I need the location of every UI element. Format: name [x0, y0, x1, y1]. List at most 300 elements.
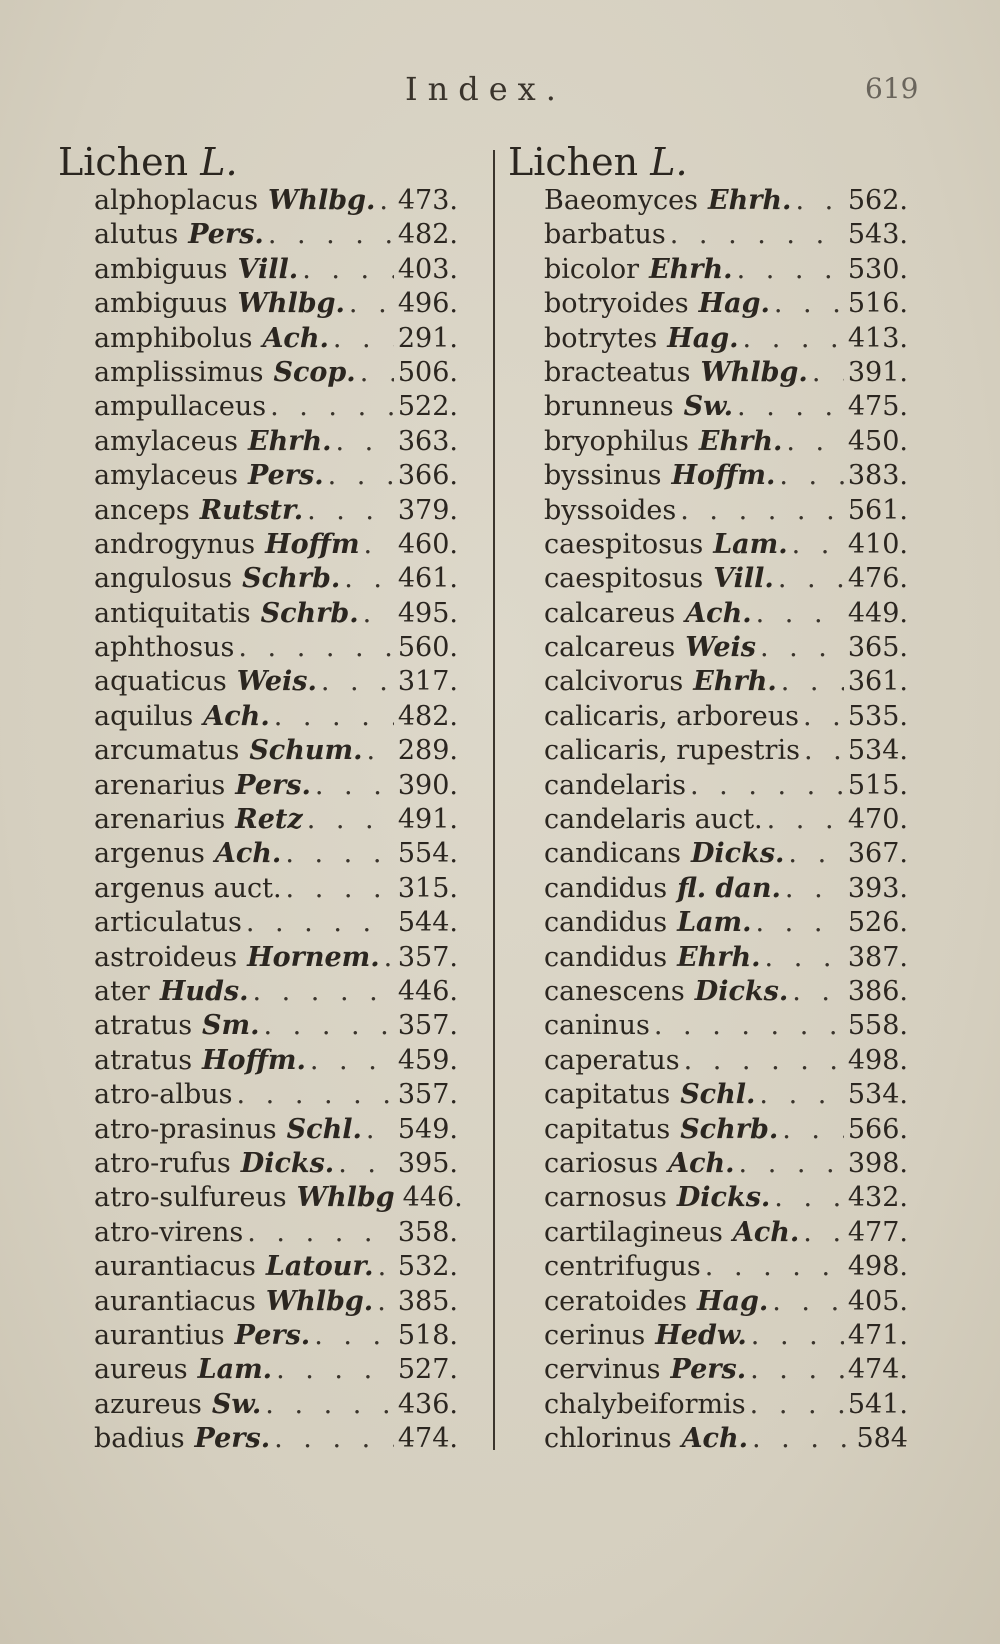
entry-name: cerinus [544, 1319, 646, 1351]
entry-page-number: 496. [397, 288, 458, 320]
entry-name: atratus [94, 1010, 193, 1042]
index-entry [508, 184, 908, 218]
heading-author: L. [650, 140, 688, 184]
entry-author: Lam. [197, 1354, 273, 1386]
entry-page-number: 560. [397, 632, 458, 664]
entry-page-number: 495. [397, 597, 458, 629]
index-entry [58, 1147, 458, 1181]
entry-author: Pers. [188, 219, 264, 251]
dot-leader [804, 734, 844, 768]
entry-name: byssoides [544, 494, 677, 526]
entry-author: Schum. [249, 735, 363, 767]
dot-leader [338, 1147, 394, 1181]
index-entry [58, 1388, 458, 1422]
dot-leader [366, 1113, 394, 1147]
index-entry [508, 390, 908, 424]
dot-leader [384, 941, 394, 975]
index-entry [58, 1181, 463, 1215]
index-entry [58, 494, 458, 528]
dot-leader [264, 1009, 394, 1043]
entry-page-number: 498. [847, 1251, 908, 1283]
index-entry [508, 1353, 908, 1387]
dot-leader [750, 1388, 844, 1422]
entry-author: Ehrh. [248, 425, 332, 457]
entry-author: Whlbg. [265, 1285, 374, 1317]
entry-page-number: 410. [847, 528, 908, 560]
entry-name: arenarius [94, 769, 226, 801]
entry-name: caespitosus [544, 528, 704, 560]
index-entry [58, 562, 458, 596]
dot-leader [315, 769, 394, 803]
entry-name: ater [94, 975, 150, 1007]
index-entry [58, 184, 458, 218]
entry-author: Sw. [683, 391, 734, 423]
index-entry [508, 597, 908, 631]
entry-author: Ehrh. [677, 941, 761, 973]
entry-page-number: 449. [847, 597, 908, 629]
entry-name: candidus [544, 872, 668, 904]
dot-leader [739, 1147, 844, 1181]
entry-name: argenus auct. [94, 872, 282, 904]
entry-page-number: 566. [847, 1113, 908, 1145]
entry-author: Rutstr. [199, 494, 304, 526]
index-entry [508, 1009, 908, 1043]
dot-leader [792, 975, 844, 1009]
dot-leader [680, 494, 844, 528]
index-column-right [508, 140, 908, 1456]
dot-leader [737, 390, 844, 424]
entry-author: Whlbg. [237, 288, 345, 320]
entry-author: Weis [685, 632, 756, 664]
entry-page-number: 562. [847, 185, 908, 216]
dot-leader [654, 1009, 844, 1043]
entry-name: atro-virens [94, 1216, 244, 1248]
index-column-left [58, 140, 463, 1456]
index-entry [508, 1250, 908, 1284]
entry-author: Sw. [211, 1388, 262, 1420]
entry-author: Ach. [681, 1423, 748, 1455]
dot-leader [270, 390, 394, 424]
entry-name: ampullaceus [94, 391, 267, 423]
heading-genus: Lichen [508, 140, 639, 184]
entry-name: calicaris, rupestris [544, 735, 800, 767]
dot-leader [307, 803, 394, 837]
index-entry [508, 1388, 908, 1422]
running-title: Index. [405, 70, 566, 108]
entry-list [58, 184, 463, 1456]
index-entry [58, 528, 458, 562]
dot-leader [778, 562, 844, 596]
entry-page-number: 527. [397, 1354, 458, 1386]
index-entry [58, 1319, 458, 1353]
entry-name: androgynus [94, 528, 256, 560]
entry-page-number: 436. [397, 1388, 458, 1420]
entry-name: chalybeiformis [544, 1388, 746, 1420]
entry-name: atro-rufus [94, 1147, 231, 1179]
entry-author: Schrb. [680, 1113, 779, 1145]
dot-leader [252, 975, 393, 1009]
entry-page-number: 506. [397, 356, 458, 388]
entry-page-number: 543. [847, 219, 908, 251]
entry-name: anceps [94, 494, 190, 526]
entry-page-number: 387. [847, 941, 908, 973]
entry-name: aurantiacus [94, 1251, 256, 1283]
index-entry [508, 1181, 908, 1215]
index-entry [508, 631, 908, 665]
entry-name: calcareus [544, 632, 676, 664]
entry-page-number: 459. [397, 1044, 458, 1076]
entry-name: atro-prasinus [94, 1113, 277, 1145]
entry-name: caperatus [544, 1044, 680, 1076]
entry-name: ceratoides [544, 1285, 687, 1317]
entry-page-number: 450. [847, 425, 908, 457]
index-entry [58, 1113, 458, 1147]
index-entry [508, 1216, 908, 1250]
entry-page-number: 405. [847, 1285, 908, 1317]
entry-page-number: 558. [847, 1010, 908, 1042]
dot-leader [274, 1422, 394, 1456]
index-entry [58, 322, 458, 356]
entry-page-number: 535. [847, 700, 908, 732]
entry-author: Hornem. [247, 941, 380, 973]
entry-page-number: 357. [397, 941, 458, 973]
index-entry [58, 1422, 458, 1456]
entry-author: Whlbg. [268, 185, 376, 216]
index-entry [508, 1113, 908, 1147]
entry-author: fl. dan. [677, 872, 781, 904]
entry-page-number: 395. [397, 1147, 458, 1179]
dot-leader [379, 184, 393, 218]
dot-leader [774, 287, 844, 321]
dot-leader [785, 872, 844, 906]
entry-name: articulatus [94, 907, 242, 939]
entry-author: Dicks. [694, 975, 789, 1007]
dot-leader [767, 803, 844, 837]
entry-page-number: 482. [397, 219, 458, 251]
entry-author: Pers. [670, 1354, 747, 1386]
entry-page-number: 365. [847, 632, 908, 664]
entry-name: candidus [544, 907, 668, 939]
index-entry [508, 287, 908, 321]
entry-name: ambiguus [94, 253, 228, 285]
index-entry [508, 734, 908, 768]
index-entry [58, 425, 458, 459]
entry-page-number: 461. [397, 563, 458, 595]
dot-leader [363, 597, 394, 631]
dot-leader [788, 837, 843, 871]
entry-page-number: 358. [397, 1216, 458, 1248]
index-entry [508, 975, 908, 1009]
dot-leader [307, 494, 394, 528]
dot-leader [302, 253, 394, 287]
index-entry [58, 459, 458, 493]
entry-author: Schl. [286, 1113, 362, 1145]
entry-author: Ach. [685, 597, 752, 629]
index-entry [58, 631, 458, 665]
entry-page-number: 363. [397, 425, 458, 457]
index-entry [58, 769, 458, 803]
dot-leader [366, 734, 393, 768]
entry-name: Baeomyces [544, 185, 698, 216]
entry-page-number: 516. [847, 288, 908, 320]
dot-leader [246, 906, 394, 940]
entry-name: cariosus [544, 1147, 659, 1179]
entry-page-number: 498. [847, 1044, 908, 1076]
entry-name: carnosus [544, 1182, 667, 1214]
index-entry [58, 356, 458, 390]
index-entry [508, 803, 908, 837]
dot-leader [670, 218, 844, 252]
index-entry [58, 1353, 458, 1387]
index-entry [508, 769, 908, 803]
entry-name: brunneus [544, 391, 674, 423]
entry-page-number: 470. [847, 804, 908, 836]
index-entry [58, 218, 458, 252]
entry-author: Lam. [677, 907, 752, 939]
entry-name: cartilagineus [544, 1216, 723, 1248]
entry-page-number: 291. [397, 322, 458, 354]
dot-leader [795, 184, 843, 218]
entry-author: Whlbg. [700, 356, 808, 388]
index-entry [508, 1147, 908, 1181]
index-entry [508, 253, 908, 287]
index-entry [508, 1078, 908, 1112]
dot-leader [781, 665, 844, 699]
dot-leader [705, 1250, 844, 1284]
entry-name: amplissimus [94, 356, 264, 388]
column-heading [508, 140, 908, 184]
entry-page-number: 446. [397, 975, 458, 1007]
entry-name: caninus [544, 1010, 650, 1042]
entry-author: Ehrh. [649, 253, 733, 285]
entry-page-number: 413. [847, 322, 908, 354]
entry-author: Whlbg [296, 1182, 395, 1214]
entry-page-number: 391. [847, 356, 908, 388]
entry-name: barbatus [544, 219, 666, 251]
entry-author: Ehrh. [698, 425, 783, 457]
entry-author: Ach. [732, 1216, 800, 1248]
entry-author: Vill. [713, 563, 774, 595]
dot-leader [786, 425, 844, 459]
entry-page-number: 475. [847, 391, 908, 423]
index-entry [58, 1044, 458, 1078]
entry-page-number: 383. [847, 460, 908, 492]
entry-name: centrifugus [544, 1251, 701, 1283]
entry-name: amylaceus [94, 460, 239, 492]
entry-author: Hag. [696, 1285, 769, 1317]
index-entry [508, 700, 908, 734]
entry-page-number: 554. [397, 838, 458, 870]
entry-page-number: 482. [397, 700, 458, 732]
entry-page-number: 446. [402, 1182, 463, 1214]
index-entry [508, 1044, 908, 1078]
entry-name: aphthosus [94, 632, 235, 664]
entry-name: calicaris, arboreus [544, 700, 799, 732]
entry-page-number: 544. [397, 907, 458, 939]
dot-leader [772, 1285, 844, 1319]
index-entry [58, 1250, 458, 1284]
index-entry [58, 803, 458, 837]
index-entry [58, 390, 458, 424]
index-entry [58, 1078, 458, 1112]
dot-leader [310, 1044, 394, 1078]
dot-leader [349, 287, 394, 321]
dot-leader [336, 425, 394, 459]
entry-page-number: 561. [847, 494, 908, 526]
entry-author: Schrb. [242, 563, 341, 595]
index-entry [508, 941, 908, 975]
index-entry [508, 528, 908, 562]
dot-leader [285, 837, 394, 871]
dot-leader [286, 872, 394, 906]
index-entry [508, 872, 908, 906]
entry-name: arcumatus [94, 735, 240, 767]
entry-page-number: 541. [847, 1388, 908, 1420]
index-entry [58, 1009, 458, 1043]
index-entry [508, 425, 908, 459]
entry-name: argenus [94, 838, 205, 870]
entry-page-number: 385. [397, 1285, 458, 1317]
entry-author: Hag. [667, 322, 739, 354]
entry-name: byssinus [544, 460, 662, 492]
dot-leader [812, 356, 844, 390]
dot-leader [760, 631, 844, 665]
entry-page-number: 361. [847, 666, 908, 698]
entry-author: Ach. [262, 322, 329, 354]
entry-name: bracteatus [544, 356, 691, 388]
dot-leader [751, 1319, 844, 1353]
entry-author: Ach. [203, 700, 270, 732]
dot-leader [756, 597, 844, 631]
entry-author: Pers. [235, 769, 311, 801]
entry-author: Hag. [698, 288, 770, 320]
entry-name: ambiguus [94, 288, 228, 320]
entry-page-number: 518. [397, 1319, 458, 1351]
entry-name: aurantius [94, 1319, 225, 1351]
entry-author: Huds. [159, 975, 249, 1007]
index-entry [508, 1285, 908, 1319]
column-heading [58, 140, 458, 184]
entry-page-number: 393. [847, 872, 908, 904]
entry-page-number: 476. [847, 563, 908, 595]
dot-leader [690, 769, 844, 803]
running-head [0, 70, 1000, 110]
entry-page-number: 474. [397, 1423, 458, 1455]
page-number: 619 [865, 72, 919, 105]
dot-leader [238, 631, 394, 665]
dot-leader [765, 941, 844, 975]
entry-author: Latour. [265, 1251, 374, 1283]
dot-leader [276, 1353, 394, 1387]
entry-page-number: 386. [847, 975, 908, 1007]
entry-author: Ehrh. [693, 666, 777, 698]
entry-name: azureus [94, 1388, 202, 1420]
dot-leader [364, 528, 394, 562]
entry-author: Lam. [713, 528, 788, 560]
index-entry [58, 597, 458, 631]
dot-leader [792, 528, 844, 562]
entry-author: Hoffm [265, 528, 360, 560]
dot-leader [377, 1285, 394, 1319]
entry-page-number: 534. [847, 735, 908, 767]
dot-leader [684, 1044, 844, 1078]
entry-name: amylaceus [94, 425, 239, 457]
entry-page-number: 289. [397, 735, 458, 767]
entry-author: Hedw. [655, 1319, 747, 1351]
entry-author: Hoffm. [202, 1044, 306, 1076]
entry-name: alutus [94, 219, 179, 251]
dot-leader [803, 700, 844, 734]
dot-leader [274, 700, 394, 734]
entry-author: Schrb. [260, 597, 359, 629]
index-entry [58, 837, 458, 871]
index-entry [508, 356, 908, 390]
index-entry [58, 253, 458, 287]
entry-name: capitatus [544, 1113, 671, 1145]
entry-name: calcareus [544, 597, 676, 629]
entry-name: chlorinus [544, 1423, 672, 1455]
dot-leader [268, 218, 394, 252]
dot-leader [328, 459, 394, 493]
entry-name: candidus [544, 941, 668, 973]
entry-name: atro-albus [94, 1079, 233, 1111]
index-entry [58, 906, 458, 940]
entry-author: Scop. [273, 356, 356, 388]
entry-page-number: 315. [397, 872, 458, 904]
entry-name: botrytes [544, 322, 658, 354]
dot-leader [759, 1078, 843, 1112]
entry-name: calcivorus [544, 666, 684, 698]
entry-name: astroideus [94, 941, 238, 973]
entry-page-number: 357. [397, 1010, 458, 1042]
index-entry [508, 494, 908, 528]
entry-name: candelaris [544, 769, 687, 801]
entry-page-number: 473. [397, 185, 458, 216]
entry-name: canescens [544, 975, 685, 1007]
entry-author: Pers. [234, 1319, 311, 1351]
index-entry [58, 700, 458, 734]
entry-name: aquaticus [94, 666, 227, 698]
entry-page-number: 530. [847, 253, 908, 285]
dot-leader [756, 906, 844, 940]
index-entry [508, 459, 908, 493]
entry-name: atro-sulfureus [94, 1182, 287, 1214]
entry-page-number: 403. [397, 253, 458, 285]
index-entry [508, 1422, 908, 1456]
index-entry [58, 872, 458, 906]
index-entry [58, 734, 458, 768]
index-entry [508, 665, 908, 699]
entry-author: Ehrh. [707, 185, 792, 216]
entry-name: atratus [94, 1044, 193, 1076]
entry-page-number: 471. [847, 1319, 908, 1351]
index-entry [58, 941, 458, 975]
entry-name: angulosus [94, 563, 233, 595]
index-entry [508, 218, 908, 252]
dot-leader [803, 1216, 844, 1250]
entry-author: Pers. [194, 1423, 271, 1455]
entry-author: Vill. [237, 253, 299, 285]
entry-author: Weis. [236, 666, 317, 698]
entry-name: botryoides [544, 288, 689, 320]
entry-page-number: 432. [847, 1182, 908, 1214]
entry-page-number: 477. [847, 1216, 908, 1248]
entry-author: Sm. [202, 1010, 260, 1042]
entry-name: amphibolus [94, 322, 253, 354]
entry-page-number: 549. [397, 1113, 458, 1145]
entry-page-number: 460. [397, 528, 458, 560]
entry-page-number: 379. [397, 494, 458, 526]
